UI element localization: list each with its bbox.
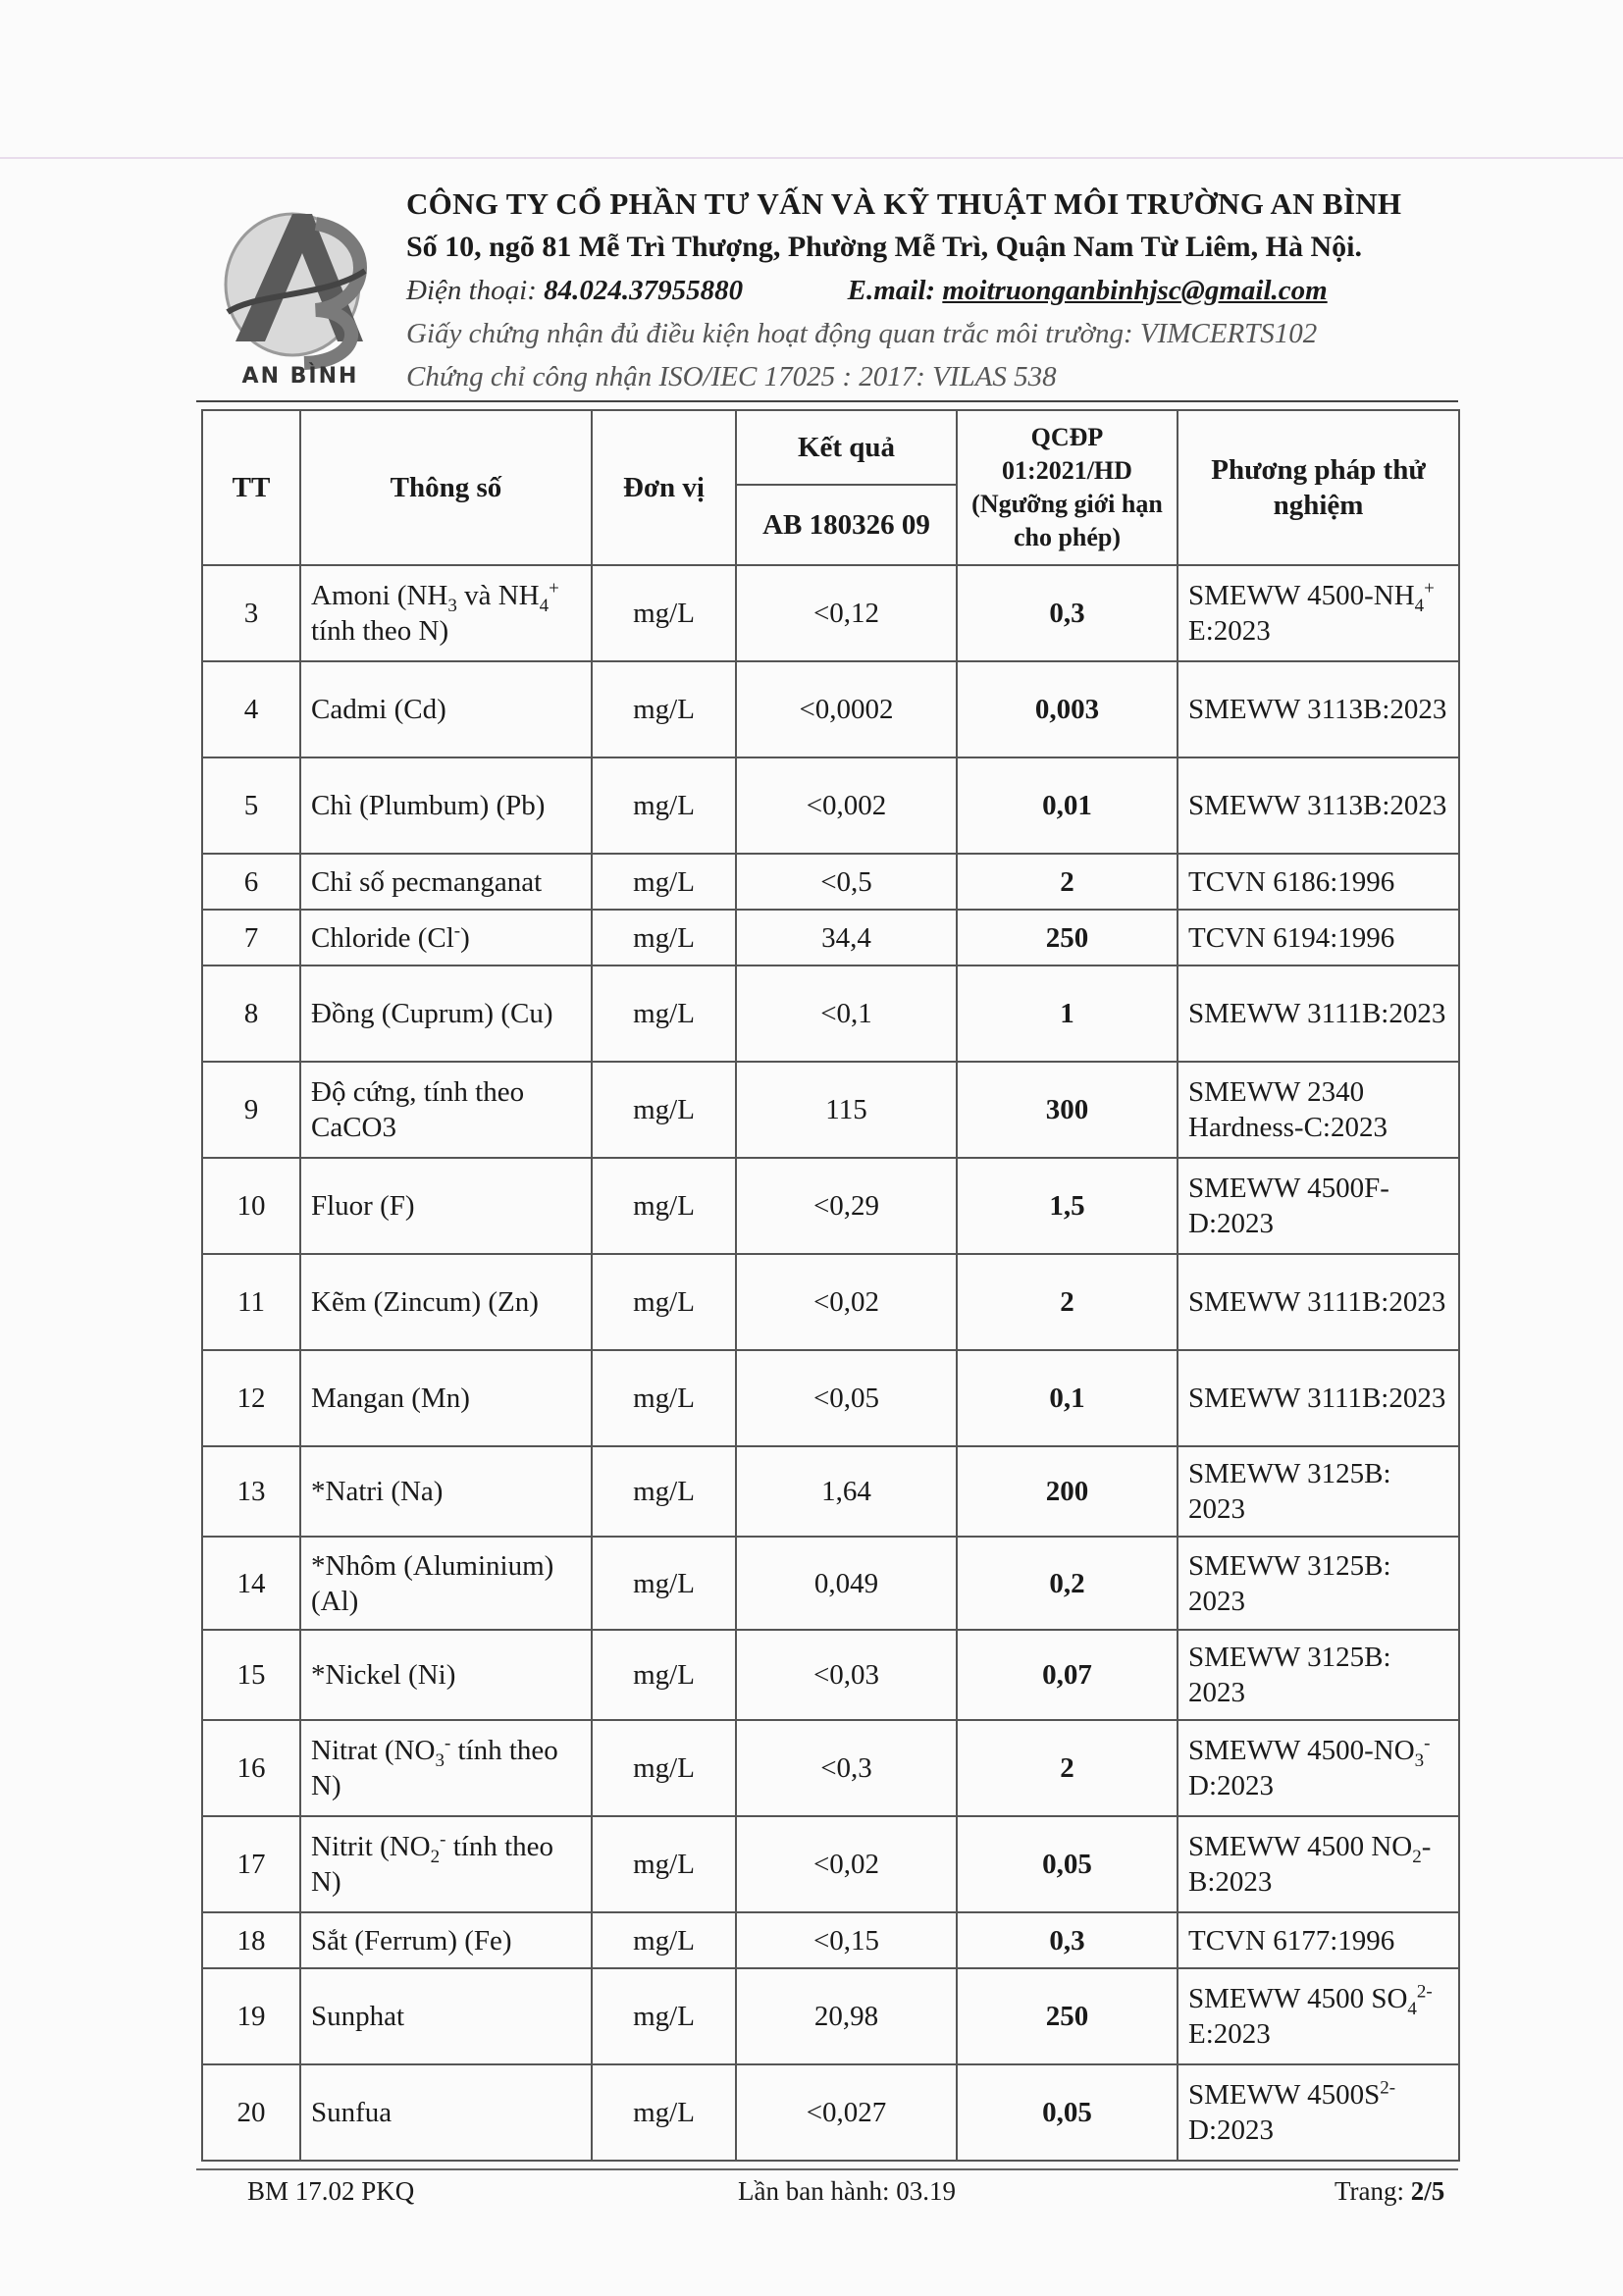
row-result: <0,02 xyxy=(736,1816,957,1912)
row-unit: mg/L xyxy=(592,757,736,854)
row-method: SMEWW $4500-NH_4^+$ E:2023 xyxy=(1178,565,1459,661)
row-parameter: Sunphat xyxy=(300,1968,592,2064)
row-result: <0,02 xyxy=(736,1254,957,1350)
page-label: Trang: xyxy=(1335,2176,1411,2206)
row-tt: 19 xyxy=(202,1968,300,2064)
row-parameter: Nitrat ($NO_3^-$ tính theo N) xyxy=(300,1720,592,1816)
certificate-vimcerts: Giấy chứng nhận đủ điều kiện hoạt động quan trắc môi trường: VIMCERTS102 xyxy=(406,318,1318,349)
table-row xyxy=(202,1062,1459,1158)
table-row xyxy=(202,565,1459,661)
row-unit: mg/L xyxy=(592,1158,736,1254)
page-current: 2 xyxy=(1410,2176,1425,2206)
row-limit: 1 xyxy=(957,965,1178,1062)
row-result: <0,002 xyxy=(736,757,957,854)
row-result: 0,049 xyxy=(736,1537,957,1630)
row-tt: 17 xyxy=(202,1816,300,1912)
footer-divider xyxy=(196,2168,1458,2170)
header-divider xyxy=(196,400,1458,402)
footer-page xyxy=(1335,2176,1444,2207)
table-row xyxy=(202,757,1459,854)
row-limit: 0,3 xyxy=(957,1912,1178,1968)
row-unit: mg/L xyxy=(592,1537,736,1630)
row-limit: 1,5 xyxy=(957,1158,1178,1254)
row-unit: mg/L xyxy=(592,1912,736,1968)
row-parameter: Sắt (Ferrum) (Fe) xyxy=(300,1912,592,1968)
row-unit: mg/L xyxy=(592,565,736,661)
row-parameter: Độ cứng, tính theo CaCO3 xyxy=(300,1062,592,1158)
row-method: SMEWW $4500-NO_3^-D:2023$ xyxy=(1178,1720,1459,1816)
header-method: Phương pháp thử nghiệm xyxy=(1178,410,1459,565)
row-parameter: Nitrit ($NO_2^-$ tính theo N) xyxy=(300,1816,592,1912)
row-tt: 18 xyxy=(202,1912,300,1968)
row-result: <0,1 xyxy=(736,965,957,1062)
row-tt: 14 xyxy=(202,1537,300,1630)
company-address: Số 10, ngõ 81 Mễ Trì Thượng, Phường Mễ Trì, Quận Nam Từ Liêm, Hà Nội. xyxy=(406,231,1362,263)
row-method: SMEWW 3111B:2023 xyxy=(1178,1254,1459,1350)
certificate-vilas: Chứng chỉ công nhận ISO/IEC 17025 : 2017: VILAS 538 xyxy=(406,361,1057,392)
row-result: <0,15 xyxy=(736,1912,957,1968)
table-row xyxy=(202,910,1459,965)
row-unit: mg/L xyxy=(592,1968,736,2064)
svg-text:AN BÌNH: AN BÌNH xyxy=(241,364,359,389)
page-total: /5 xyxy=(1424,2176,1445,2206)
row-tt: 8 xyxy=(202,965,300,1062)
row-method: SMEWW 3113B:2023 xyxy=(1178,757,1459,854)
row-limit: 250 xyxy=(957,910,1178,965)
row-tt: 9 xyxy=(202,1062,300,1158)
table-row xyxy=(202,1720,1459,1816)
row-result: <0,027 xyxy=(736,2064,957,2161)
row-unit: mg/L xyxy=(592,1446,736,1537)
table-row xyxy=(202,1912,1459,1968)
header-tt: TT xyxy=(202,410,300,565)
phone-number: 84.024.37955880 xyxy=(544,275,744,306)
row-limit: 2 xyxy=(957,1254,1178,1350)
row-unit: mg/L xyxy=(592,1254,736,1350)
row-result: <0,05 xyxy=(736,1350,957,1446)
row-method: SMEWW 3111B:2023 xyxy=(1178,1350,1459,1446)
row-method: SMEWW 3125B: 2023 xyxy=(1178,1537,1459,1630)
table-row xyxy=(202,965,1459,1062)
results-table xyxy=(201,409,1460,2162)
footer-form-code: BM 17.02 PKQ xyxy=(247,2176,415,2206)
row-limit: 0,05 xyxy=(957,1816,1178,1912)
row-unit: mg/L xyxy=(592,1816,736,1912)
row-parameter: Fluor (F) xyxy=(300,1158,592,1254)
row-tt: 20 xyxy=(202,2064,300,2161)
table-row xyxy=(202,1968,1459,2064)
row-parameter: *Nhôm (Aluminium) (Al) xyxy=(300,1537,592,1630)
row-parameter: Cadmi (Cd) xyxy=(300,661,592,757)
header-standard xyxy=(957,410,1178,565)
row-limit: 0,1 xyxy=(957,1350,1178,1446)
row-limit: 0,01 xyxy=(957,757,1178,854)
row-parameter: Chỉ số pecmanganat xyxy=(300,854,592,910)
table-row xyxy=(202,1537,1459,1630)
row-method: SMEWW 3125B: 2023 xyxy=(1178,1630,1459,1720)
row-tt: 13 xyxy=(202,1446,300,1537)
row-unit: mg/L xyxy=(592,965,736,1062)
row-method: SMEWW 4500 $NO_2-B:2023$ xyxy=(1178,1816,1459,1912)
email-label: E.mail: xyxy=(847,275,943,306)
table-row xyxy=(202,2064,1459,2161)
company-name: CÔNG TY CỔ PHẦN TƯ VẤN VÀ KỸ THUẬT MÔI TRƯỜNG AN BÌNH xyxy=(406,186,1402,221)
row-parameter: Amoni ($NH_3$ và $NH_4^+$ tính theo N) xyxy=(300,565,592,661)
row-result: 34,4 xyxy=(736,910,957,965)
header-parameter: Thông số xyxy=(300,410,592,565)
row-method: SMEWW 2340 Hardness-C:2023 xyxy=(1178,1062,1459,1158)
company-contact xyxy=(406,269,1505,312)
row-tt: 10 xyxy=(202,1158,300,1254)
footer-issue: Lần ban hành: 03.19 xyxy=(738,2176,956,2206)
table-row xyxy=(202,661,1459,757)
row-result: <0,03 xyxy=(736,1630,957,1720)
company-logo xyxy=(218,194,383,391)
row-limit: 2 xyxy=(957,1720,1178,1816)
row-parameter: *Nickel (Ni) xyxy=(300,1630,592,1720)
row-parameter: Mangan (Mn) xyxy=(300,1350,592,1446)
header-result: Kết quả xyxy=(736,410,957,485)
row-method: SMEWW 4500F-D:2023 xyxy=(1178,1158,1459,1254)
phone-label: Điện thoại: xyxy=(406,275,545,306)
row-result: <0,12 xyxy=(736,565,957,661)
row-limit: 0,3 xyxy=(957,565,1178,661)
row-limit: 2 xyxy=(957,854,1178,910)
row-limit: 0,2 xyxy=(957,1537,1178,1630)
row-result: <0,29 xyxy=(736,1158,957,1254)
row-result: <0,5 xyxy=(736,854,957,910)
row-tt: 12 xyxy=(202,1350,300,1446)
row-limit: 200 xyxy=(957,1446,1178,1537)
row-parameter: Kẽm (Zincum) (Zn) xyxy=(300,1254,592,1350)
row-tt: 7 xyxy=(202,910,300,965)
row-parameter: Chloride (Cl-) xyxy=(300,910,592,965)
row-unit: mg/L xyxy=(592,661,736,757)
row-method: SMEWW 3113B:2023 xyxy=(1178,661,1459,757)
row-result: <0,0002 xyxy=(736,661,957,757)
header-sample-code: AB 180326 09 xyxy=(736,485,957,565)
row-result: 115 xyxy=(736,1062,957,1158)
row-method: SMEWW 4500 $SO_4^{2-}E:2023$ xyxy=(1178,1968,1459,2064)
row-tt: 3 xyxy=(202,565,300,661)
row-method: TCVN 6177:1996 xyxy=(1178,1912,1459,1968)
row-tt: 11 xyxy=(202,1254,300,1350)
header-standard-note: (Ngưỡng giới hạn cho phép) xyxy=(971,490,1163,551)
row-tt: 15 xyxy=(202,1630,300,1720)
row-parameter: *Natri (Na) xyxy=(300,1446,592,1537)
header-standard-code: QCĐP 01:2021/HD xyxy=(1002,423,1132,485)
row-parameter: Sunfua xyxy=(300,2064,592,2161)
row-tt: 16 xyxy=(202,1720,300,1816)
row-method: TCVN 6194:1996 xyxy=(1178,910,1459,965)
row-unit: mg/L xyxy=(592,1350,736,1446)
row-unit: mg/L xyxy=(592,2064,736,2161)
row-unit: mg/L xyxy=(592,1630,736,1720)
row-limit: 0,05 xyxy=(957,2064,1178,2161)
row-unit: mg/L xyxy=(592,910,736,965)
row-tt: 4 xyxy=(202,661,300,757)
table-row xyxy=(202,1816,1459,1912)
header-unit: Đơn vị xyxy=(592,410,736,565)
table-row xyxy=(202,854,1459,910)
row-result: 1,64 xyxy=(736,1446,957,1537)
row-method: SMEWW 3125B: 2023 xyxy=(1178,1446,1459,1537)
row-unit: mg/L xyxy=(592,1720,736,1816)
row-result: 20,98 xyxy=(736,1968,957,2064)
row-parameter: Chì (Plumbum) (Pb) xyxy=(300,757,592,854)
table-row xyxy=(202,1254,1459,1350)
row-limit: 0,003 xyxy=(957,661,1178,757)
table-row xyxy=(202,1446,1459,1537)
row-method: TCVN 6186:1996 xyxy=(1178,854,1459,910)
email-address: moitruonganbinhjsc@gmail.com xyxy=(942,275,1328,306)
row-unit: mg/L xyxy=(592,1062,736,1158)
scan-artifact-line xyxy=(0,157,1623,159)
table-row xyxy=(202,1630,1459,1720)
table-row xyxy=(202,1158,1459,1254)
company-header xyxy=(406,183,1505,398)
row-limit: 300 xyxy=(957,1062,1178,1158)
row-unit: mg/L xyxy=(592,854,736,910)
row-tt: 5 xyxy=(202,757,300,854)
row-limit: 0,07 xyxy=(957,1630,1178,1720)
row-method: SMEWW 3111B:2023 xyxy=(1178,965,1459,1062)
row-result: <0,3 xyxy=(736,1720,957,1816)
row-parameter: Đồng (Cuprum) (Cu) xyxy=(300,965,592,1062)
row-tt: 6 xyxy=(202,854,300,910)
table-row xyxy=(202,1350,1459,1446)
row-method: SMEWW $4500S^{2-}$ D:2023 xyxy=(1178,2064,1459,2161)
row-limit: 250 xyxy=(957,1968,1178,2064)
